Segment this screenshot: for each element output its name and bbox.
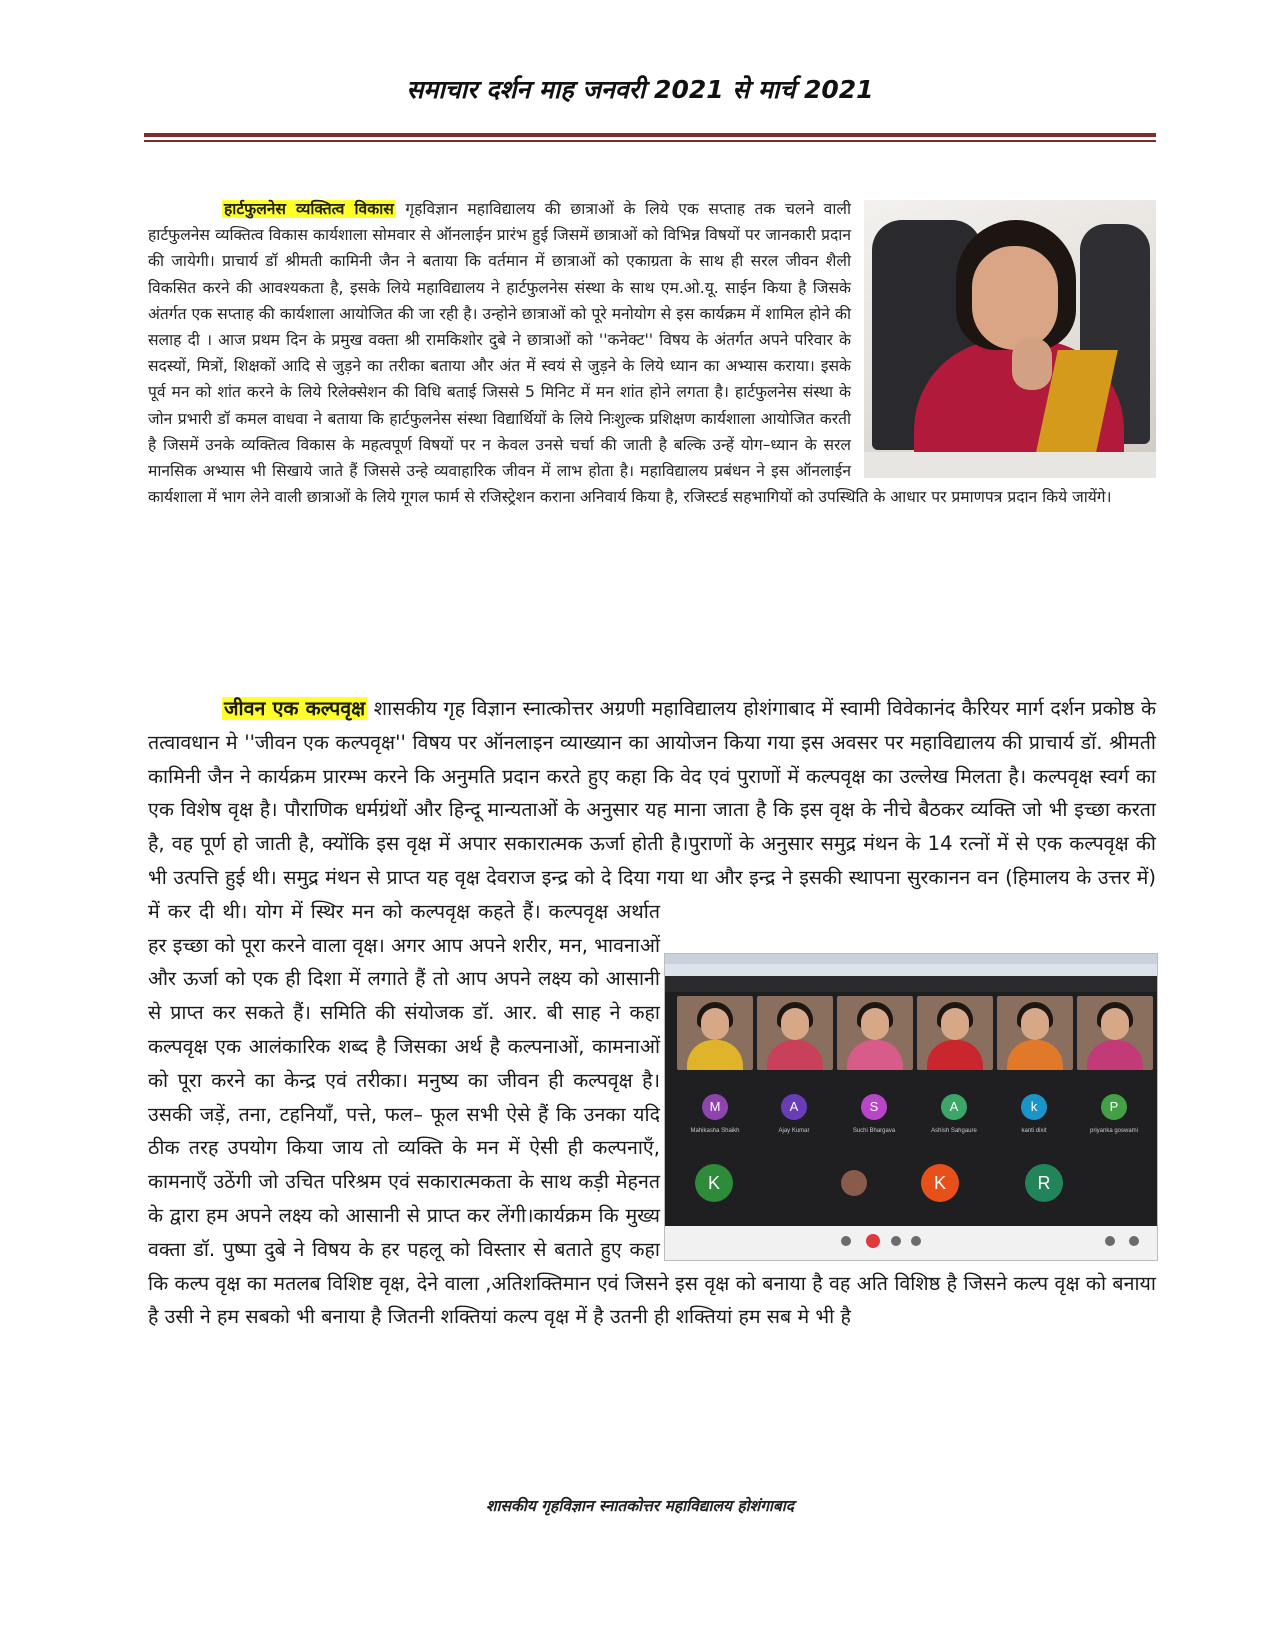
header-rule-thin [144,140,1156,142]
participant-avatar: A [781,1094,807,1120]
participant-face [1101,1008,1129,1040]
participant-face [781,1008,809,1040]
participant-body [927,1040,983,1070]
participant-video-tile [757,996,833,1070]
photo-spacer [851,196,1156,472]
camera-icon [891,1236,901,1246]
chat-icon [1129,1236,1139,1246]
article-kalpavriksha-text: शासकीय गृह विज्ञान स्नात्कोत्तर अग्रणी महाविद्यालय होशंगाबाद में स्वामी विवेकानंद कैरियर मार्ग दर्शन प्रकोष्ठ के तत्वावधान मे ''जीवन एक कल्पवृक्ष'' विषय पर ऑनलाइन व्याख्यान का आयोजन किया गया इस अवसर पर महाविद्यालय की प्राचार्य डॉ. श्रीमती कामिनी जैन ने कार्यक्रम प्रारम्भ करने कि अनुमति प्रदान करते हुए कहा कि वेद एवं पुराणों में कल्पवृक्ष का उल्लेख मिलता है। कल्पवृक्ष स्वर्ग का एक विशेष वृक्ष है। पौराणिक धर्मग्रंथों और हिन्दू मान्यताओं के अनुसार यह माना जाता है कि इस वृक्ष के नीचे बैठकर व्यक्ति जो भी इच्छा करता है, वह पूर्ण हो जाती है, क्योंकि इस वृक्ष में अपार सकारात्मक ऊर्जा होती है।पुराणों के अनुसार समुद्र मंथन के 14 रत्नों में से एक कल्पवृक्ष की भी उत्पत्ति हुई थी। समुद्र मंथन से प्राप्त यह वृक्ष देवराज इन्द्र को दे दिया गया था और इन्द्र ने इसकी स्थापना सुरकानन वन (हिमालय के उत्तर में) में कर दी थी। योग में स्थिर मन को कल्पवृक्ष कहते हैं। कल्पवृक्ष अर्थात हर इच्छा को पूरा करने वाला वृक्ष। अगर आप अपने शरीर, मन, भावनाओं और ऊर्जा को एक ही दिशा में लगाते हैं तो आप अपने लक्ष्य को आसानी से प्राप्त कर सकते हैं। समिति की संयोजक डॉ. आर. बी साह ने कहा कल्पवृक्ष एक आलंकारिक शब्द है जिसका अर्थ है कल्पनाओं, कामनाओं को पूरा करने का केन्द्र एवं तरीका। मनुष्य का जीवन ही कल्पवृक्ष है। उसकी जड़ें, तना, टहनियाँ, पत्ते, फल– फूल सभी ऐसे हैं कि उनका यदि ठीक तरह उपयोग किया जाय तो व्यक्ति के मन में ऐसी ही कल्पनाएँ, कामनाएँ उठेंगी जो उचित परिश्रम एवं सकारात्मकता के साथ कड़ी मेहनत के द्वारा हम अपने लक्ष्य को आसानी से प्राप्त कर लेंगी।कार्यक्रम कि मुख्य वक्ता डॉ. पुष्पा दुबे ने विषय के हर पहलू को विस्तार से बताते हुए कहा कि कल्प वृक्ष का मतलब विशिष्ट वृक्ष, देने वाला ,अतिशक्तिमान एवं जिसने इस वृक्ष को बनाया है वह अति विशिष्ठ है जिसने कल्प वृक्ष को बनाया है उसी ने हम सबको भी बनाया है जितनी शक्तियां कल्प वृक्ष में है उतनी ही शक्तियां हम सब मे भी है [148,697,1156,1329]
participant-name: Ashish Sahgaure [931,1128,977,1134]
participant-face [701,1008,729,1040]
meeting-top-strip [665,976,1157,992]
participant-face [1021,1008,1049,1040]
present-icon [911,1236,921,1246]
footer-college-name: शासकीय गृहविज्ञान स्नातकोत्तर महाविद्यालय होशंगाबाद [485,1497,795,1515]
participant-body [767,1040,823,1070]
page-title: समाचार दर्शन माह जनवरी 2021 से मार्च 2021 [406,75,874,104]
participant-video-tile [1077,996,1153,1070]
participant-body [687,1040,743,1070]
participant-avatar-large: K [921,1164,959,1202]
participant-video-tile [837,996,913,1070]
participant-name: Suchi Bhargava [852,1128,896,1134]
article-kalpavriksha-heading: जीवन एक कल्पवृक्ष [224,697,366,720]
participant-video-tile [917,996,993,1070]
browser-tab-strip [665,954,1157,964]
participant-body [1007,1040,1063,1070]
participant-body [1087,1040,1143,1070]
participant-avatar: S [861,1094,887,1120]
participant-avatar: k [1021,1094,1047,1120]
people-icon [1105,1236,1115,1246]
article-heartfulness [148,196,1156,510]
participant-avatar: A [941,1094,967,1120]
participant-video-tile [997,996,1073,1070]
participant-photo-small [841,1170,867,1196]
participant-avatar-large: K [695,1164,733,1202]
article-heartfulness-text: गृहविज्ञान महाविद्यालय की छात्राओं के लिये एक सप्ताह तक चलने वाली हार्टफुलनेस व्यक्तित्व विकास कार्यशाला सोमवार से ऑनलाईन प्रारंभ हुई जिसमें छात्राओं को विभिन्न विषयों पर जानकारी प्रदान की जायेगी। प्राचार्य डॉ श्रीमती कामिनी जैन ने बताया कि वर्तमान में छात्राओं को एकाग्रता के साथ ही सरल जीवन शैली विकसित करने की आवश्यकता है, इसके लिये महाविद्यालय ने हार्टफुलनेस संस्था के साथ एम.ओ.यू. साईन किया है जिसके अंतर्गत एक सप्ताह की कार्यशाला आयोजित की जा रही है। उन्होने छात्राओं को पूरे मनोयोग से इस कार्यक्रम में शामिल होने की सलाह दी । आज प्रथम दिन के प्रमुख वक्ता श्री रामकिशोर दुबे ने छात्राओं को ''कनेक्ट'' विषय के अंतर्गत अपने परिवार के सदस्यों, मित्रों, शिक्षकों आदि से जुड़ने का तरीका बताया और अंत में स्वयं से जुड़ने के लिये ध्यान का अभ्यास कराया। इसके पूर्व मन को शांत करने के लिये रिलेक्सेशन की विधि बताई जिससे 5 मिनिट में मन शांत होने लगता है। हार्टफुलनेस संस्था के जोन प्रभारी डॉ कमल वाधवा ने बताया कि हार्टफुलनेस संस्था विद्यार्थियों के लिये निःशुल्क प्रशिक्षण कार्यशाला आयोजित करती है जिसमें उनके व्यक्तित्व विकास के महत्वपूर्ण विषयों पर न केवल उनसे चर्चा की जाती है बल्कि उन्हें योग–ध्यान के सरल मानसिक अभ्यास भी सिखाये जाते हैं जिससे उन्हे व्यवाहारिक जीवन में लाभ होता है। महाविद्यालय प्रबंधन ने इस ऑनलाईन कार्यशाला में भाग लेने वाली छात्राओं के लिये गूगल फार्म से रजिस्ट्रेशन कराना अनिवार्य किया है, रजिस्टर्ड सहभागियों को उपस्थिति के आधार पर प्रमाणपत्र प्रदान किये जायेंगे। [148,200,1112,507]
participant-body [847,1040,903,1070]
participant-name: Mahikasha Shaikh [690,1128,740,1134]
participant-video-tile [677,996,753,1070]
participant-face [941,1008,969,1040]
participant-face [861,1008,889,1040]
participant-avatar-large: R [1025,1164,1063,1202]
participant-name: Ajay Kumar [778,1128,810,1134]
online-meeting-screenshot [664,953,1158,1261]
participant-name: priyanka goswami [1089,1128,1139,1134]
participant-avatar: M [702,1094,728,1120]
header-rule-thick [144,133,1156,137]
participant-avatar: P [1101,1094,1127,1120]
article-heartfulness-heading: हार्टफुलनेस व्यक्तित्व विकास [224,200,394,218]
end-call-icon [866,1234,880,1248]
mic-icon [841,1236,851,1246]
participant-name: kanti dixit [1021,1128,1047,1134]
